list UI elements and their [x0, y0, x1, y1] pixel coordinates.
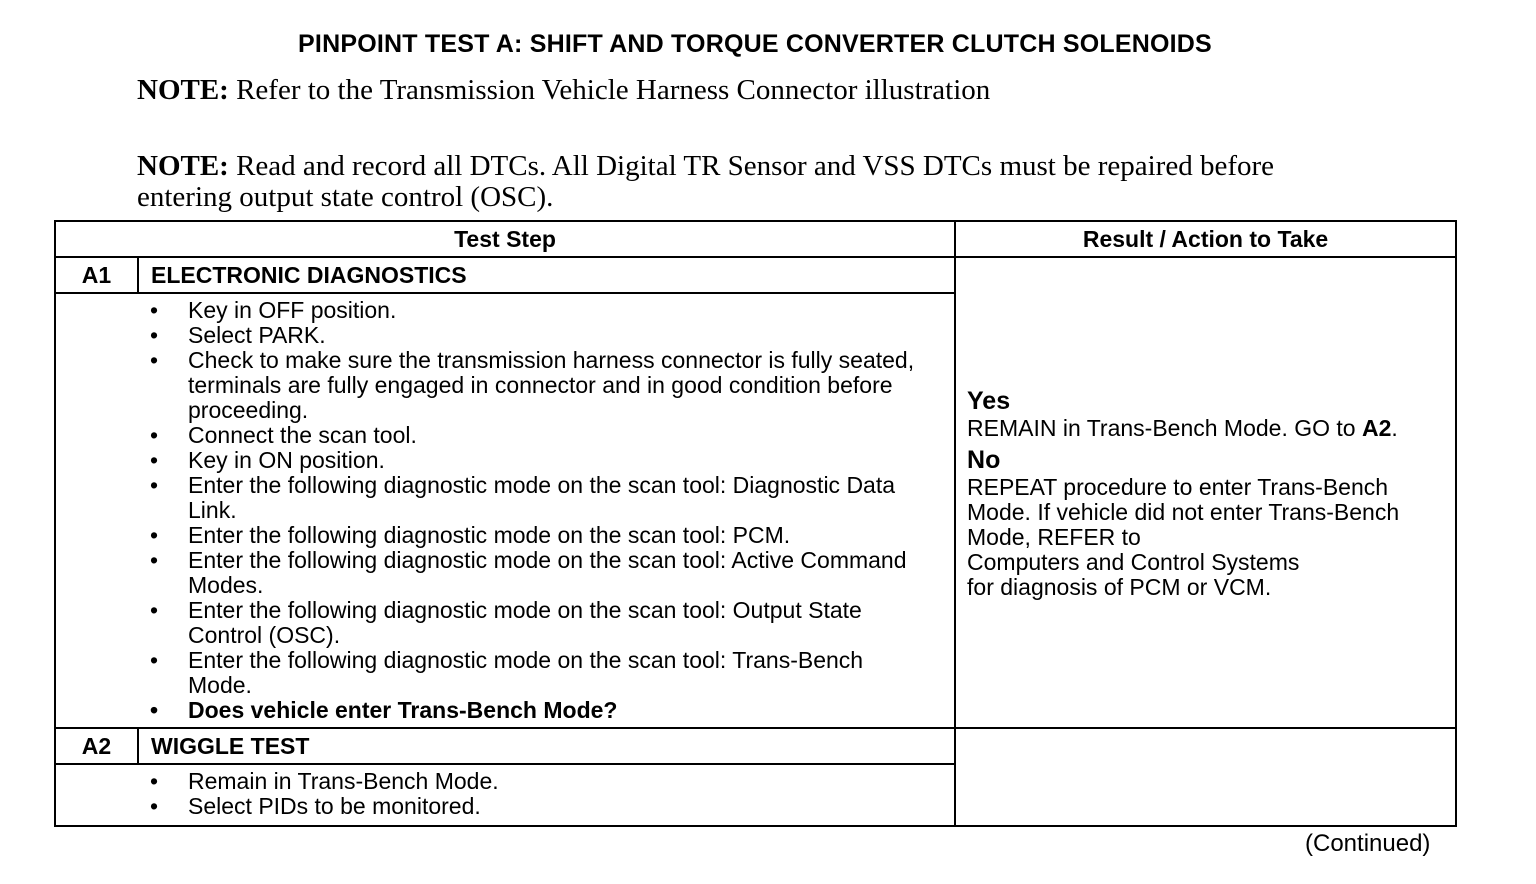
list-item: • Key in OFF position.: [56, 298, 954, 323]
result-cell-a1: [955, 257, 1456, 728]
note-dtcs: [137, 151, 1337, 213]
continued-label: (Continued): [1305, 830, 1431, 857]
list-item: • Select PARK.: [56, 323, 954, 348]
list-item: • Enter the following diagnostic mode on the scan tool: Active Command Modes.: [56, 548, 954, 598]
list-item: • Select PIDs to be monitored.: [56, 794, 954, 819]
result-yes-text: REMAIN in Trans-Bench Mode. GO to A2.: [967, 414, 1398, 441]
step-list-a2: [56, 765, 954, 825]
header-test-step: Test Step: [55, 221, 955, 257]
steps-cell-a1: [55, 293, 955, 728]
pinpoint-test-table: [54, 220, 1457, 827]
header-result-action: Result / Action to Take: [955, 221, 1456, 257]
page-title: PINPOINT TEST A: SHIFT AND TORQUE CONVERTER CLUTCH SOLENOIDS: [298, 30, 1212, 58]
list-item: • Key in ON position.: [56, 448, 954, 473]
result-no-label: No: [967, 445, 1001, 474]
note-text: Read and record all DTCs. All Digital TR Sensor and VSS DTCs must be repaired before entering output state control (OSC).: [137, 150, 1275, 213]
step-list-a1: [56, 294, 954, 727]
result-no-text: REPEAT procedure to enter Trans-Bench Mode. If vehicle did not enter Trans-Bench Mode, REFER to: [967, 473, 1400, 550]
list-item: • Remain in Trans-Bench Mode.: [56, 769, 954, 794]
note-text: Refer to the Transmission Vehicle Harness Connector illustration: [228, 74, 991, 106]
list-item: • Enter the following diagnostic mode on the scan tool: Output State Control (OSC).: [56, 598, 954, 648]
step-title-a2: WIGGLE TEST: [138, 728, 955, 764]
list-item: • Enter the following diagnostic mode on the scan tool: Diagnostic Data Link.: [56, 473, 954, 523]
list-item: • Enter the following diagnostic mode on the scan tool: PCM.: [56, 523, 954, 548]
list-item: • Connect the scan tool.: [56, 423, 954, 448]
goto-a2-ref: A2: [1362, 414, 1392, 441]
note-label: NOTE:: [137, 150, 229, 182]
step-id-a1: A1: [55, 257, 138, 293]
step-id-a2: A2: [55, 728, 138, 764]
step-question: • Does vehicle enter Trans-Bench Mode?: [56, 698, 954, 723]
result-cell-a2: [955, 728, 1456, 826]
list-item: • Enter the following diagnostic mode on the scan tool: Trans-Bench Mode.: [56, 648, 954, 698]
result-no-text-end: for diagnosis of PCM or VCM.: [967, 573, 1272, 600]
note-label: NOTE:: [137, 74, 229, 106]
note-harness-connector: [137, 75, 1337, 106]
steps-cell-a2: [55, 764, 955, 826]
list-item: • Check to make sure the transmission harness connector is fully seated, terminals are fully engaged in connector and in good condition before proceeding.: [56, 348, 954, 423]
result-no-reference: Computers and Control Systems: [967, 548, 1300, 575]
step-title-a1: ELECTRONIC DIAGNOSTICS: [138, 257, 955, 293]
result-yes-label: Yes: [967, 386, 1011, 415]
